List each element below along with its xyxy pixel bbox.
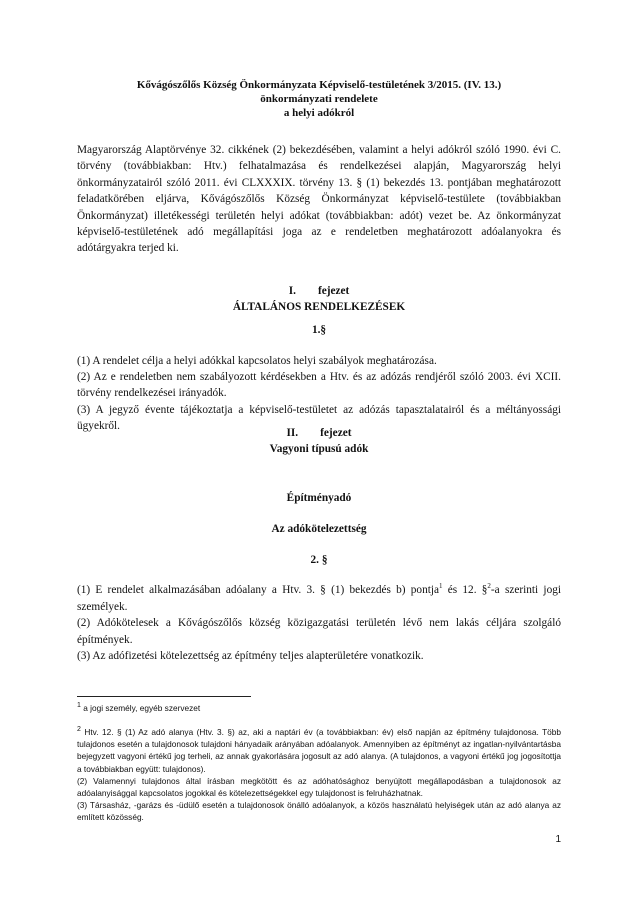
document-title (77, 78, 561, 120)
section-2-para-1-b: és 12. § (442, 584, 488, 596)
title-line-3: a helyi adókról (283, 107, 355, 119)
section-1-body (77, 353, 561, 434)
section-2-para-1-a: (1) E rendelet alkalmazásában adóalany a Htv. 3. § (1) bekezdés b) pontja (77, 584, 440, 596)
section-2-para-2: (2) Adókötelesek a Kővágószőlős község közigazgatási területén lévő nem lakás céljára szolgáló építmények. (77, 617, 561, 646)
chapter-2-heading (77, 425, 561, 457)
title-line-1: Kővágószőlős Község Önkormányzata Képviselő-testületének 3/2015. (IV. 13.) (136, 79, 502, 91)
section-2-para-3: (3) Az adófizetési kötelezettség az építmény teljes alapterületére vonatkozik. (77, 650, 424, 663)
footnote-ref-2[interactable]: 2 (487, 582, 491, 591)
section-2-para-1-c: -a szerinti jogi személyek. (77, 584, 562, 613)
section-2-para-1 (77, 582, 561, 615)
footnote-divider (77, 696, 251, 697)
footnote-2 (77, 726, 561, 824)
chapter-2-word: fejezet (320, 427, 352, 439)
footnote-2-para-1 (77, 726, 561, 775)
chapter-1-title: ÁLTALÁNOS RENDELKEZÉSEK (232, 301, 406, 313)
footnote-2-number: 2 (77, 726, 81, 734)
footnote-1 (77, 702, 561, 714)
title-line-2: önkormányzati rendelete (260, 93, 378, 105)
chapter-2-number: II. (286, 427, 299, 439)
footnote-1-text: a jogi személy, egyéb szervezet (80, 703, 201, 713)
footnote-ref-1[interactable]: 1 (439, 582, 443, 591)
section-1-heading: 1.§ (311, 324, 327, 336)
preamble-paragraph: Magyarország Alaptörvénye 32. cikkének (2) bekezdésében, valamint a helyi adókról szóló 1990. évi C. törvény (továbbiakban: Htv.) felhatalmazása és rendelkezései alapján, Magyarország helyi önkormányzatairól szóló 2011. évi CLXXXIX. törvény 13. § (1) bekezdés 13. pontjában meghatározott feladatkörében eljárva, Kővágószőlős Község Önkormányzat képviselő-testülete (továbbiakban Önkormányzat) illetékességi területén helyi adókat (továbbiakban: adót) vezet be. Az önkormányzat képviselő-testületének adó megállapítási joga az e rendeletben meghatározott adóalanyokra és adótárgyakra terjed ki. (77, 144, 561, 255)
subheading-adokotelezettseg: Az adókötelezettség (271, 523, 367, 535)
section-1-para-3: (3) A jegyző évente tájékoztatja a képviselő-testületet az adózás tapasztalatairól és a méltányossági ügyekről. (77, 403, 561, 432)
section-2-body (77, 582, 561, 665)
section-1-para-2: (2) Az e rendeletben nem szabályozott kérdésekben a Htv. és az adózás rendjéről szóló 2003. évi XCII. törvény rendelkezései irányadók. (77, 371, 561, 400)
page-number: 1 (555, 834, 561, 845)
chapter-2-title: Vagyoni típusú adók (269, 443, 369, 455)
chapter-1-word: fejezet (317, 285, 350, 297)
subheading-epitmenyado: Építményadó (286, 492, 352, 504)
footnote-1-number: 1 (77, 702, 81, 710)
footnote-2-para-3: (3) Társasház, -garázs és -üdülő esetén a tulajdonosok önálló adóalanyok, a közös használatú helyiségek után az adó alanya az említett közösség. (77, 800, 561, 823)
section-2-heading: 2. § (310, 554, 328, 566)
section-1-para-1: (1) A rendelet célja a helyi adókkal kapcsolatos helyi szabályok meghatározása. (77, 355, 437, 367)
chapter-1-number: I. (288, 285, 296, 297)
footnote-2-para-2: (2) Valamennyi tulajdonos által írásban megkötött és az adóhatósághoz benyújtott megállapodásban a tulajdonosok az adóalanyisággal kapcsolatos jogokkal és kötelezettségekkel egy tulajdonost is felruházhatnak. (77, 775, 561, 799)
chapter-1-heading (77, 283, 561, 315)
footnote-2-text: Htv. 12. § (1) Az adó alanya (Htv. 3. §) az, aki a naptári év (a továbbiakban: év) első napján az építmény tulajdonosa. Több tulajdonos esetén a tulajdonosok tulajdoni hányadaik arányában adóalanyok. Amennyiben az építményt az ingatlan-nyilvántartásba bejegyzett vagyoni értékű jog terheli, az annak gyakorlására jogosult az adó alanya. (A tulajdonos, a vagyoni értékű jog jogosítottja a továbbiakban együtt: tulajdonos). (77, 727, 561, 774)
